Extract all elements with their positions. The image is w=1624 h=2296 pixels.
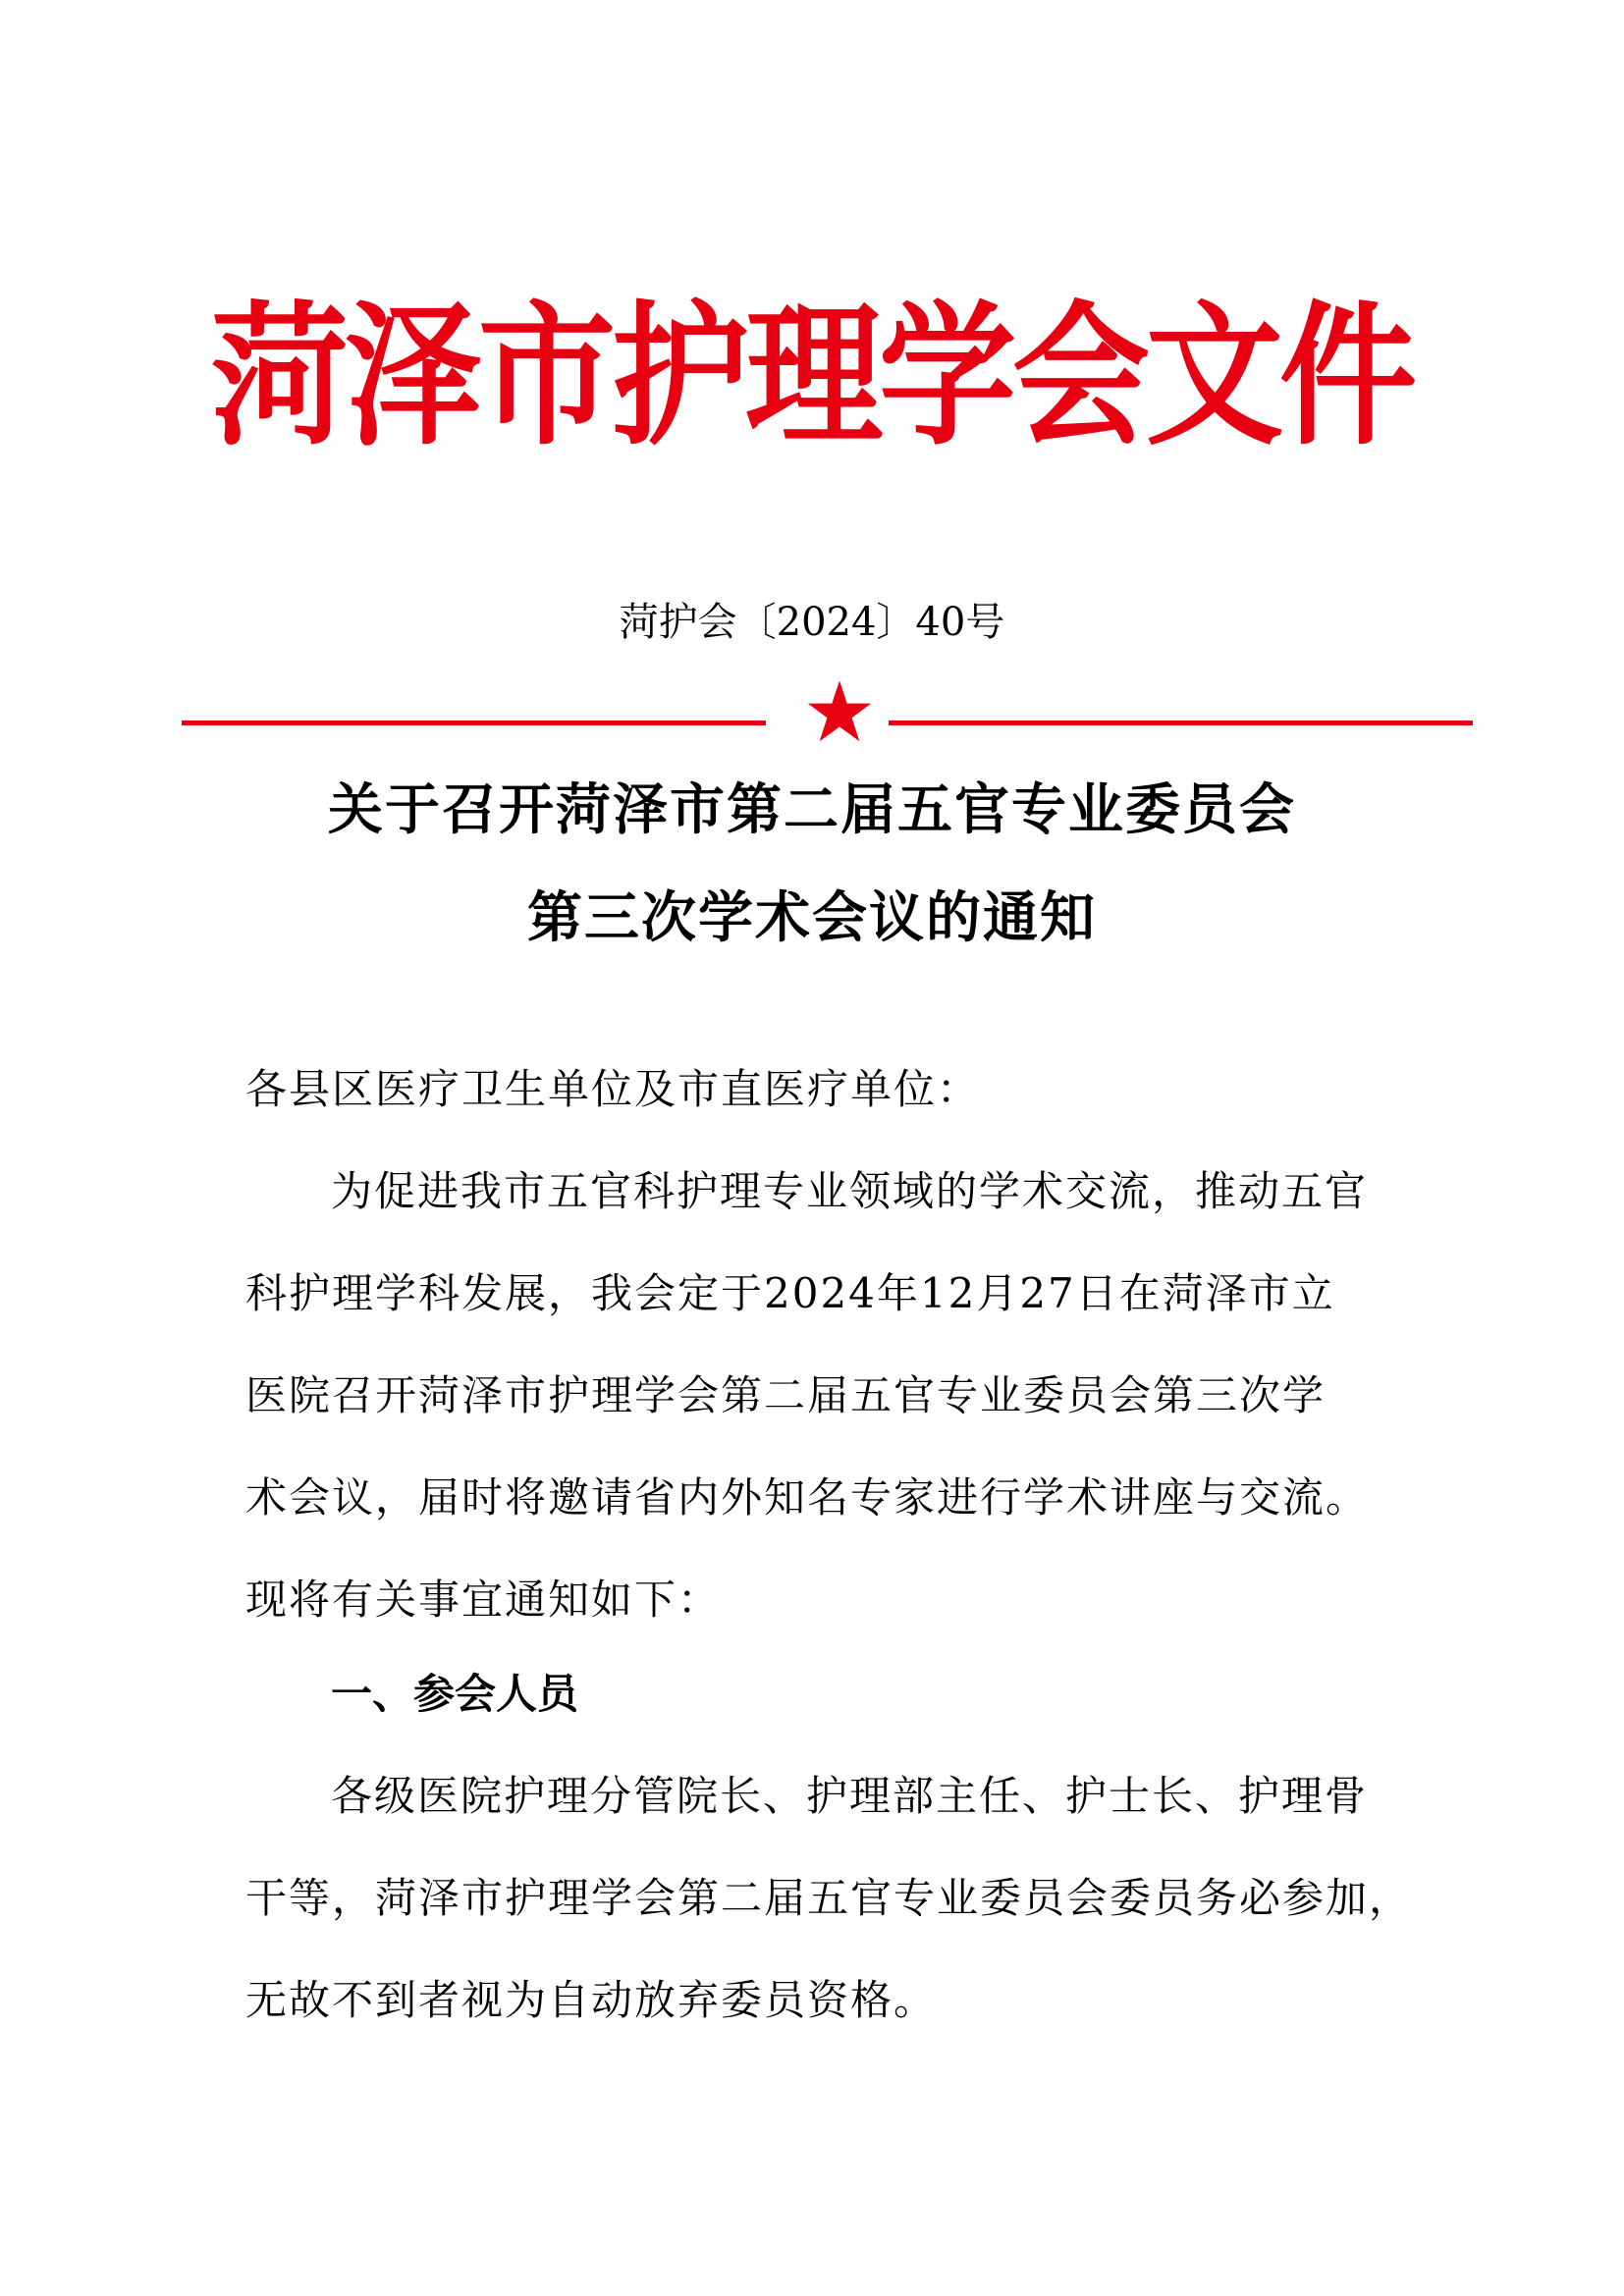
paragraph-line: 术会议，届时将邀请省内外知名专家进行学术讲座与交流。 (245, 1473, 1370, 1522)
notice-title-line-1: 关于召开菏泽市第二届五官专业委员会 (328, 777, 1296, 842)
paragraph-line: 各级医院护理分管院长、护理部主任、护士长、护理骨 (331, 1772, 1369, 1820)
paragraph-line: 医院召开菏泽市护理学会第二届五官专业委员会第三次学 (245, 1371, 1326, 1419)
salutation: 各县区医疗卫生单位及市直医疗单位： (245, 1065, 981, 1113)
star-icon (805, 677, 874, 746)
paragraph-line: 为促进我市五官科护理专业领域的学术交流，推动五官 (331, 1167, 1369, 1215)
section-heading-attendees: 一、参会人员 (331, 1670, 579, 1718)
paragraph-line: 干等，菏泽市护理学会第二届五官专业委员会委员务必参加， (245, 1874, 1413, 1922)
paragraph-line: 科护理学科发展，我会定于2024年12月27日在菏泽市立 (245, 1269, 1335, 1317)
paragraph-line: 现将有关事宜通知如下： (245, 1575, 722, 1624)
divider-line-right (889, 721, 1473, 725)
notice-title-line-2: 第三次学术会议的通知 (527, 885, 1097, 950)
star-shape (808, 681, 871, 742)
org-file-title: 菏泽市护理学会文件 (210, 288, 1413, 467)
divider-line-left (182, 721, 766, 725)
paragraph-line: 无故不到者视为自动放弃委员资格。 (245, 1976, 938, 2024)
document-number: 菏护会〔2024〕40号 (619, 600, 1005, 645)
